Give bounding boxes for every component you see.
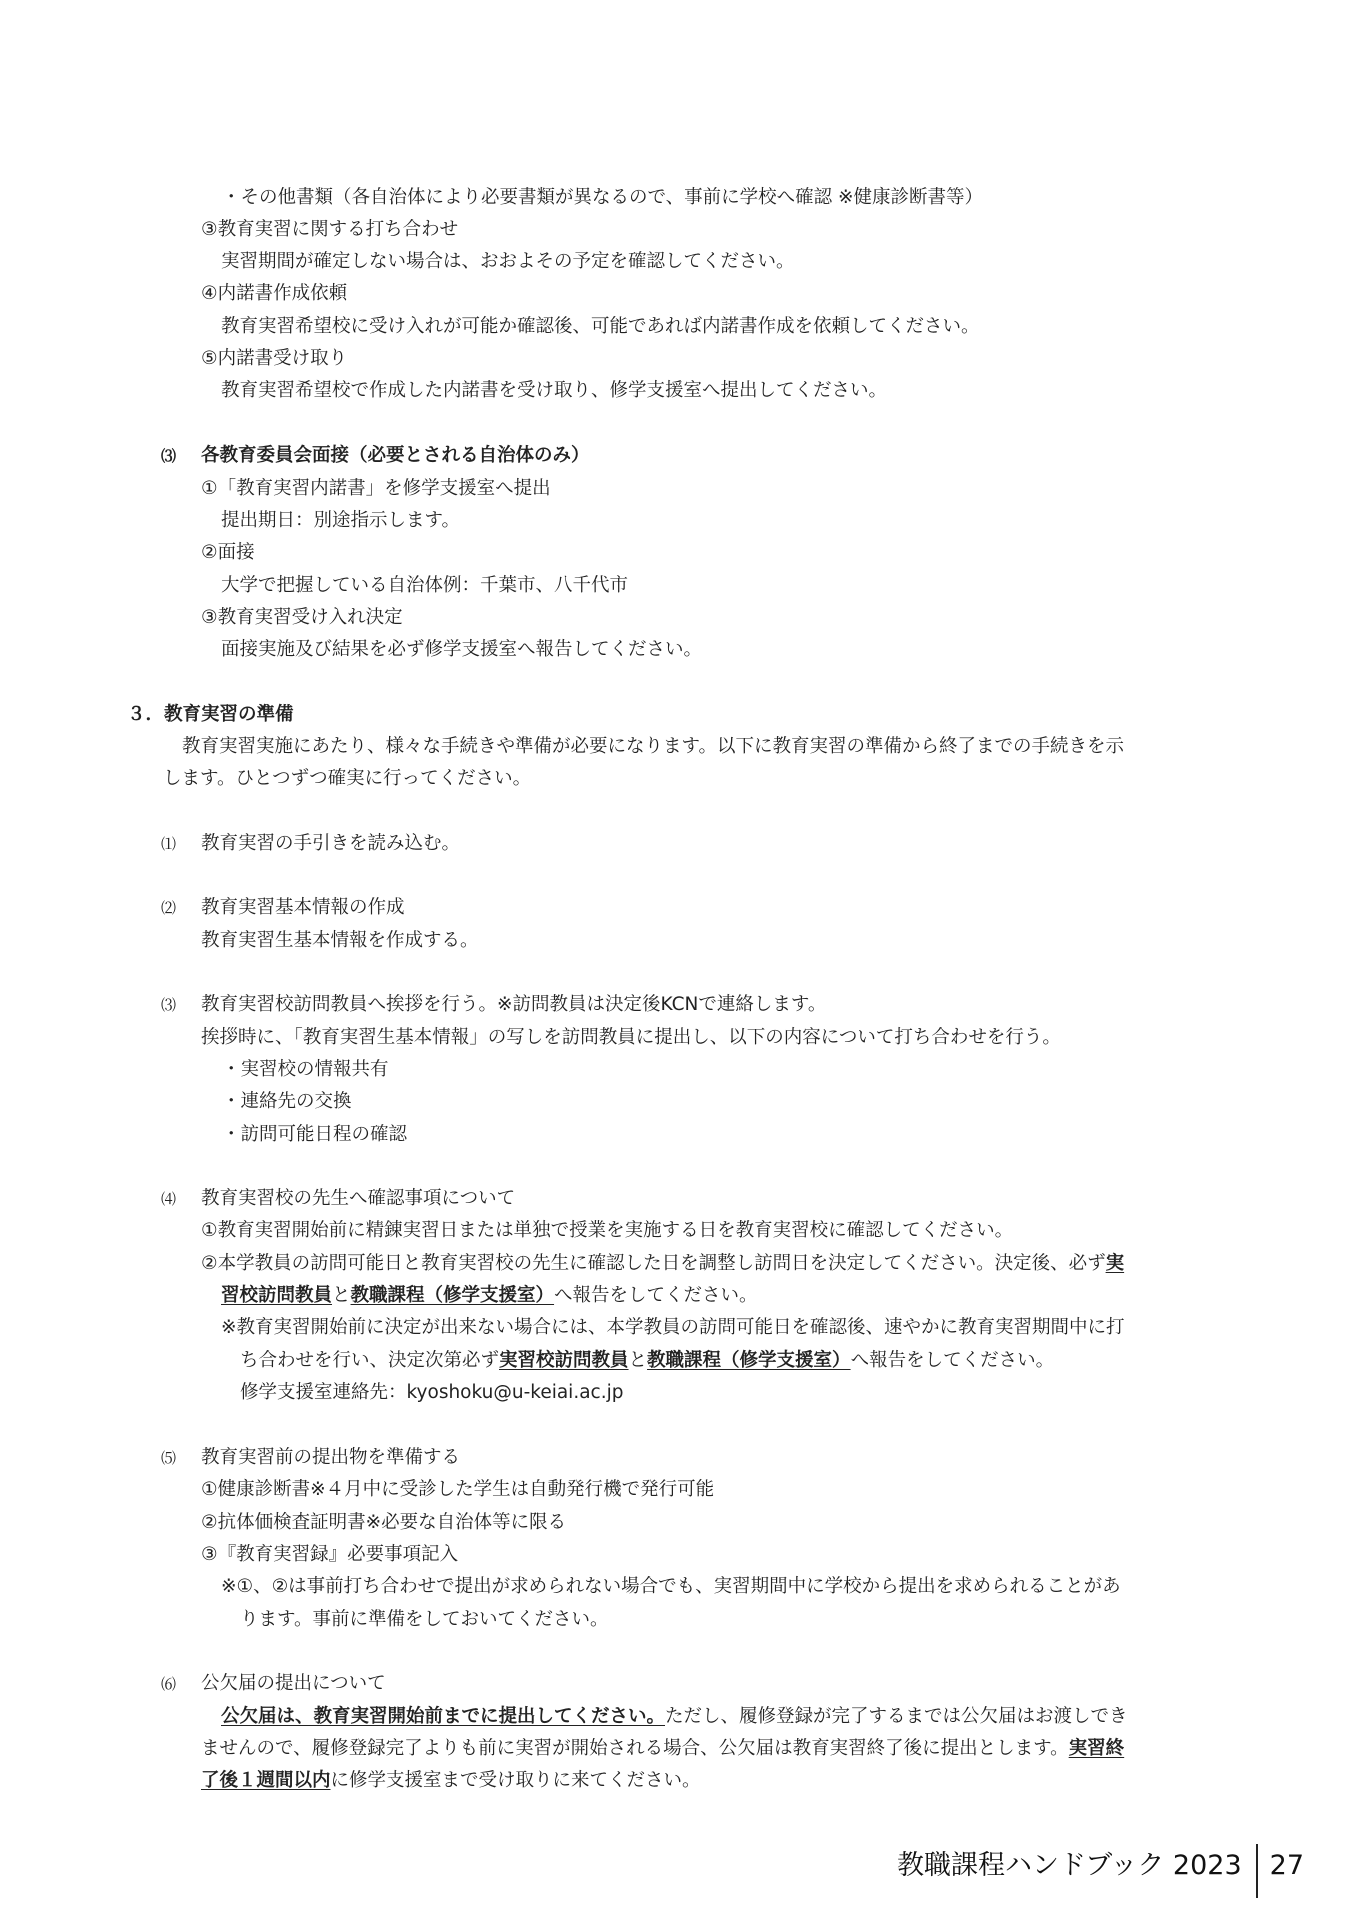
item-number: ⑸ xyxy=(161,1449,177,1467)
item-3-bullet-3: ・訪問可能日程の確認 xyxy=(222,1124,408,1145)
item-3 xyxy=(161,992,826,1018)
item-number: ⑶ xyxy=(161,996,177,1014)
emphasis: 教職課程（修学支援室） xyxy=(350,1285,555,1306)
item-3-text: 挨拶時に、「教育実習生基本情報」の写しを訪問教員に提出し、以下の内容について打ち合わせを行う。 xyxy=(201,1027,1061,1048)
emphasis: 習校訪問教員 xyxy=(221,1285,333,1306)
item-4 xyxy=(161,1186,515,1212)
emphasis: 実 xyxy=(1105,1253,1125,1274)
item-6 xyxy=(161,1671,386,1697)
section-3-intro-1: 教育実習実施にあたり、様々な手続きや準備が必要になります。以下に教育実習の準備から終了までの手続きを示 xyxy=(182,736,1125,757)
item-4-step-1: ①教育実習開始前に精錬実習日または単独で授業を実施する日を教育実習校に確認してください。 xyxy=(201,1220,1014,1241)
item-title: 公欠届の提出について xyxy=(201,1673,386,1694)
step-4-heading: ④内諾書作成依頼 xyxy=(201,283,348,304)
item-1 xyxy=(161,831,460,857)
page-number: 27 xyxy=(1269,1850,1304,1881)
item-5-step-1: ①健康診断書※４月中に受診した学生は自動発行機で発行可能 xyxy=(201,1479,715,1500)
section-3-heading: ３．教育実習の準備 xyxy=(127,704,294,725)
step-3-text: 実習期間が確定しない場合は、おおよその予定を確認してください。 xyxy=(221,251,795,272)
item-6-para-1 xyxy=(221,1704,1128,1730)
emphasis: 公欠届は、教育実習開始前までに提出してください。 xyxy=(221,1706,666,1727)
item-6-para-3 xyxy=(201,1768,701,1794)
item-4-step-2-cont xyxy=(221,1283,758,1309)
item-6-para-2 xyxy=(201,1736,1124,1762)
item-5-step-3: ③『教育実習録』必要事項記入 xyxy=(201,1544,459,1565)
item-4-note-2 xyxy=(240,1348,1054,1374)
other-documents-item: ・その他書類（各自治体により必要書類が異なるので、事前に学校へ確認 ※健康診断書等） xyxy=(222,187,984,208)
step-4-text: 教育実習希望校に受け入れが可能か確認後、可能であれば内諾書作成を依頼してください。 xyxy=(221,316,980,337)
text: と xyxy=(628,1350,648,1371)
page-footer xyxy=(897,1848,1304,1902)
item-5-step-2: ②抗体価検査証明書※必要な自治体等に限る xyxy=(201,1512,567,1533)
b3-step-2: ②面接 xyxy=(201,542,255,563)
text: ち合わせを行い、決定次第必ず xyxy=(240,1350,500,1371)
handbook-title: 教職課程ハンドブック 2023 xyxy=(897,1850,1242,1881)
item-title: 教育実習の手引きを読み込む。 xyxy=(201,833,461,854)
b3-step-3: ③教育実習受け入れ決定 xyxy=(201,607,403,628)
item-4-note-1: ※教育実習開始前に決定が出来ない場合には、本学教員の訪問可能日を確認後、速やかに教育実習期間中に打 xyxy=(221,1317,1125,1338)
item-title: 教育実習校の先生へ確認事項について xyxy=(201,1188,516,1209)
item-2 xyxy=(161,895,405,921)
item-2-text: 教育実習生基本情報を作成する。 xyxy=(201,930,479,951)
b3-step-1-text: 提出期日：別途指示します。 xyxy=(221,510,461,531)
emphasis: 了後１週間以内 xyxy=(201,1770,331,1791)
item-number: ⑴ xyxy=(161,835,177,853)
text: へ報告をしてください。 xyxy=(850,1350,1055,1371)
section-3-intro-2: します。ひとつずつ確実に行ってください。 xyxy=(163,768,532,789)
item-number: ⑷ xyxy=(161,1190,177,1208)
item-3-bullet-2: ・連絡先の交換 xyxy=(222,1091,352,1112)
item-title: 教育実習前の提出物を準備する xyxy=(201,1447,461,1468)
text: へ報告をしてください。 xyxy=(554,1285,758,1306)
text: と xyxy=(332,1285,351,1306)
text: ②本学教員の訪問可能日と教育実習校の先生に確認した日を調整し訪問日を決定してください。決定後、必ず xyxy=(201,1253,1106,1274)
item-5-note-1: ※①、②は事前打ち合わせで提出が求められない場合でも、実習期間中に学校から提出を求められることがあ xyxy=(221,1576,1121,1597)
b3-step-3-text: 面接実施及び結果を必ず修学支援室へ報告してください。 xyxy=(221,639,703,660)
emphasis: 教職課程（修学支援室） xyxy=(647,1350,851,1371)
emphasis: 実習終 xyxy=(1068,1738,1125,1759)
step-3-heading: ③教育実習に関する打ち合わせ xyxy=(201,219,459,240)
item-4-step-2 xyxy=(201,1251,1124,1277)
section-title: 各教育委員会面接（必要とされる自治体のみ） xyxy=(201,445,590,466)
item-3-bullet-1: ・実習校の情報共有 xyxy=(222,1059,389,1080)
step-5-heading: ⑤内諾書受け取り xyxy=(201,348,348,369)
text: ませんので、履修登録完了よりも前に実習が開始される場合、公欠届は教育実習終了後に提出とします。 xyxy=(201,1738,1069,1759)
emphasis: 実習校訪問教員 xyxy=(499,1350,629,1371)
item-title: 教育実習校訪問教員へ挨拶を行う。※訪問教員は決定後KCNで連絡します。 xyxy=(201,994,827,1015)
contact-email: 修学支援室連絡先：kyoshoku@u-keiai.ac.jp xyxy=(240,1382,624,1403)
section-b3-heading xyxy=(161,443,590,469)
footer-divider xyxy=(1256,1844,1258,1898)
text: ただし、履修登録が完了するまでは公欠届はお渡しでき xyxy=(665,1706,1128,1727)
item-5 xyxy=(161,1445,460,1471)
b3-step-1: ①「教育実習内諾書」を修学支援室へ提出 xyxy=(201,478,551,499)
item-number: ⑵ xyxy=(161,899,177,917)
step-5-text: 教育実習希望校で作成した内諾書を受け取り、修学支援室へ提出してください。 xyxy=(221,380,888,401)
item-5-note-2: ります。事前に準備をしておいてください。 xyxy=(240,1609,609,1630)
item-title: 教育実習基本情報の作成 xyxy=(201,897,405,918)
item-number: ⑹ xyxy=(161,1675,177,1693)
b3-step-2-text: 大学で把握している自治体例：千葉市、八千代市 xyxy=(221,575,629,596)
section-number: ⑶ xyxy=(161,447,177,465)
text: に修学支援室まで受け取りに来てください。 xyxy=(330,1770,701,1791)
